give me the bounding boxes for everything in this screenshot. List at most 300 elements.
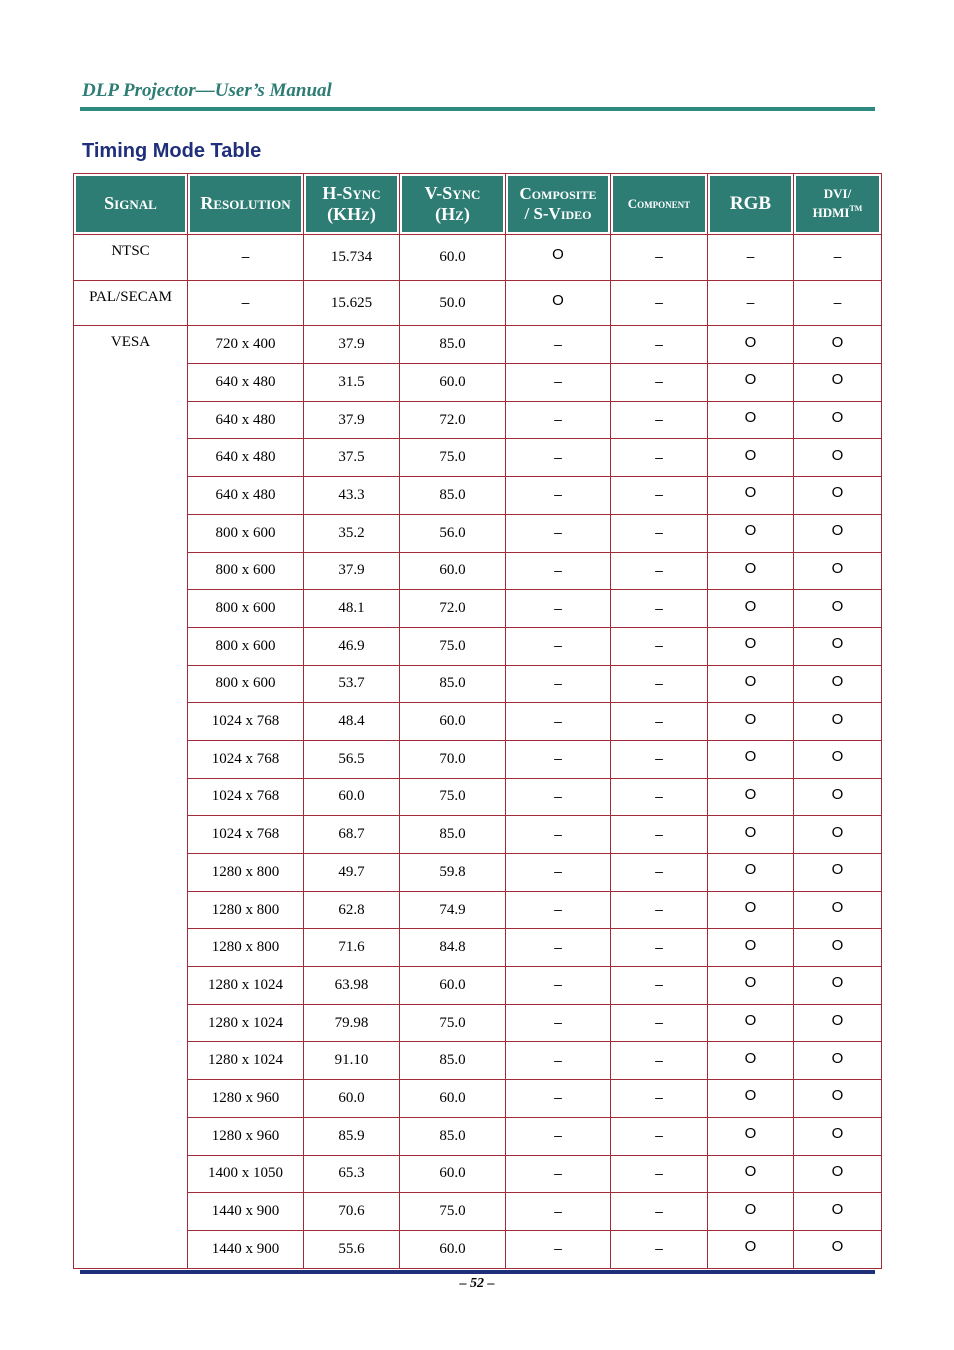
cell-value: 37.5 (338, 449, 365, 466)
cell-value: O (744, 1049, 757, 1067)
cell-value: 85.0 (439, 1052, 466, 1069)
cell-value: 640 x 480 (215, 486, 276, 503)
cell-value: – (655, 825, 663, 842)
cell-composite (506, 778, 611, 816)
cell-rgb (708, 967, 794, 1005)
cell-rgb (708, 514, 794, 552)
cell-value: O (831, 748, 844, 766)
cell-rgb (708, 477, 794, 515)
cell-composite (506, 1042, 611, 1080)
cell-component (611, 1080, 708, 1118)
cell-dvi-hdmi (794, 514, 882, 552)
cell-hsync (304, 1117, 400, 1155)
cell-resolution (188, 235, 304, 281)
column-header-composite: Composite / S-Video (506, 174, 611, 235)
cell-resolution (188, 1117, 304, 1155)
cell-value: 48.1 (338, 600, 365, 617)
cell-rgb (708, 235, 794, 281)
column-header-rgb: RGB (708, 174, 794, 235)
cell-component (611, 552, 708, 590)
cell-resolution (188, 1230, 304, 1268)
cell-dvi-hdmi (794, 1230, 882, 1268)
cell-value: O (831, 1012, 844, 1030)
cell-vsync (400, 967, 506, 1005)
cell-value: 75.0 (439, 1203, 466, 1220)
table-row (74, 967, 882, 1005)
cell-hsync (304, 891, 400, 929)
cell-value: – (554, 486, 562, 503)
cell-hsync (304, 816, 400, 854)
cell-component (611, 703, 708, 741)
table-row (74, 665, 882, 703)
cell-resolution (188, 439, 304, 477)
cell-value: – (554, 1164, 562, 1181)
cell-component (611, 740, 708, 778)
cell-resolution (188, 665, 304, 703)
table-row (74, 627, 882, 665)
cell-composite (506, 1117, 611, 1155)
cell-value: 55.6 (338, 1240, 365, 1257)
cell-vsync (400, 1117, 506, 1155)
cell-hsync (304, 778, 400, 816)
cell-value: 60.0 (338, 788, 365, 805)
cell-value: – (554, 750, 562, 767)
cell-rgb (708, 1193, 794, 1231)
column-header-resolution: Resolution (188, 174, 304, 235)
cell-dvi-hdmi (794, 627, 882, 665)
cell-value: – (554, 863, 562, 880)
cell-component (611, 891, 708, 929)
cell-value: – (554, 901, 562, 918)
cell-component (611, 590, 708, 628)
table-row (74, 552, 882, 590)
table-row (74, 1230, 882, 1268)
cell-rgb (708, 364, 794, 402)
table-row (74, 280, 882, 326)
cell-dvi-hdmi (794, 280, 882, 326)
cell-composite (506, 364, 611, 402)
section-title: Timing Mode Table (82, 140, 262, 162)
cell-value: 75.0 (439, 449, 466, 466)
table-row (74, 854, 882, 892)
cell-value: 800 x 600 (215, 562, 276, 579)
cell-hsync (304, 477, 400, 515)
timing-mode-table (73, 173, 882, 1269)
cell-value: O (831, 559, 844, 577)
cell-value: 60.0 (338, 1089, 365, 1106)
cell-rgb (708, 280, 794, 326)
cell-value: – (746, 248, 755, 265)
cell-value: O (831, 1049, 844, 1067)
cell-rgb (708, 1230, 794, 1268)
cell-vsync (400, 235, 506, 281)
cell-resolution (188, 326, 304, 364)
cell-vsync (400, 1193, 506, 1231)
cell-value: – (655, 787, 663, 804)
cell-hsync (304, 514, 400, 552)
cell-rgb (708, 816, 794, 854)
cell-value: – (554, 524, 562, 541)
cell-composite (506, 477, 611, 515)
cell-composite (506, 1004, 611, 1042)
cell-resolution (188, 280, 304, 326)
cell-value: 60.0 (439, 1240, 466, 1257)
cell-dvi-hdmi (794, 1004, 882, 1042)
cell-dvi-hdmi (794, 703, 882, 741)
cell-value: 720 x 400 (215, 336, 276, 353)
cell-resolution (188, 514, 304, 552)
cell-composite (506, 703, 611, 741)
cell-hsync (304, 967, 400, 1005)
table-row (74, 590, 882, 628)
cell-value: 37.9 (338, 336, 365, 353)
cell-value: O (744, 333, 757, 351)
cell-component (611, 929, 708, 967)
cell-resolution (188, 1042, 304, 1080)
column-header-vsync: V-Sync (Hz) (400, 174, 506, 235)
cell-rgb (708, 703, 794, 741)
cell-dvi-hdmi (794, 326, 882, 364)
cell-vsync (400, 816, 506, 854)
cell-value: 75.0 (439, 637, 466, 654)
cell-value: 1440 x 900 (211, 1203, 280, 1220)
cell-vsync (400, 590, 506, 628)
cell-dvi-hdmi (794, 665, 882, 703)
cell-dvi-hdmi (794, 891, 882, 929)
cell-value: 15.734 (330, 248, 373, 265)
cell-value: O (831, 1200, 844, 1218)
cell-dvi-hdmi (794, 477, 882, 515)
cell-value: O (831, 1125, 844, 1143)
cell-value: 84.8 (439, 939, 466, 956)
cell-composite (506, 401, 611, 439)
cell-value: O (831, 936, 844, 954)
cell-vsync (400, 514, 506, 552)
cell-vsync (400, 703, 506, 741)
cell-value: 70.0 (439, 750, 466, 767)
cell-rgb (708, 627, 794, 665)
cell-value: 800 x 600 (215, 675, 276, 692)
cell-composite (506, 854, 611, 892)
cell-vsync (400, 477, 506, 515)
cell-value: O (744, 672, 757, 690)
cell-dvi-hdmi (794, 778, 882, 816)
cell-value: – (554, 825, 562, 842)
cell-resolution (188, 590, 304, 628)
cell-resolution (188, 627, 304, 665)
cell-hsync (304, 1193, 400, 1231)
cell-resolution (188, 1155, 304, 1193)
cell-value: – (655, 599, 663, 616)
cell-hsync (304, 665, 400, 703)
cell-value: 60.0 (439, 562, 466, 579)
table-row (74, 1080, 882, 1118)
cell-value: 50.0 (439, 294, 466, 311)
cell-component (611, 665, 708, 703)
cell-value: 85.0 (439, 675, 466, 692)
cell-dvi-hdmi (794, 854, 882, 892)
cell-value: O (744, 559, 757, 577)
cell-hsync (304, 439, 400, 477)
cell-rgb (708, 401, 794, 439)
cell-composite (506, 665, 611, 703)
cell-value: – (554, 448, 562, 465)
cell-value: – (554, 712, 562, 729)
cell-rgb (708, 1117, 794, 1155)
cell-vsync (400, 665, 506, 703)
cell-component (611, 1004, 708, 1042)
cell-value: 1280 x 960 (211, 1089, 280, 1106)
cell-value: 79.98 (334, 1014, 369, 1031)
cell-value: O (831, 1238, 844, 1256)
cell-rgb (708, 891, 794, 929)
table-row (74, 778, 882, 816)
cell-vsync (400, 1155, 506, 1193)
cell-value: – (554, 1240, 562, 1257)
cell-vsync (400, 740, 506, 778)
cell-resolution (188, 1080, 304, 1118)
cell-hsync (304, 854, 400, 892)
cell-rgb (708, 1155, 794, 1193)
cell-value: O (831, 371, 844, 389)
cell-value: 800 x 600 (215, 524, 276, 541)
cell-value: – (241, 294, 250, 311)
cell-vsync (400, 439, 506, 477)
cell-rgb (708, 740, 794, 778)
cell-value: – (655, 938, 663, 955)
cell-value: 37.9 (338, 411, 365, 428)
cell-value: – (655, 524, 663, 541)
cell-composite (506, 514, 611, 552)
cell-value: 60.0 (439, 373, 466, 390)
cell-dvi-hdmi (794, 235, 882, 281)
cell-hsync (304, 1042, 400, 1080)
cell-value: 1024 x 768 (211, 788, 280, 805)
cell-value: O (744, 484, 757, 502)
cell-component (611, 280, 708, 326)
cell-signal: VESA (74, 326, 188, 1268)
cell-value: 15.625 (330, 294, 373, 311)
cell-value: 1400 x 1050 (208, 1165, 283, 1182)
cell-composite (506, 439, 611, 477)
cell-value: 85.0 (439, 336, 466, 353)
cell-value: O (744, 522, 757, 540)
cell-value: – (554, 637, 562, 654)
cell-dvi-hdmi (794, 590, 882, 628)
cell-value: O (744, 1200, 757, 1218)
cell-component (611, 477, 708, 515)
cell-value: – (655, 863, 663, 880)
cell-rgb (708, 1080, 794, 1118)
cell-value: – (554, 1127, 562, 1144)
cell-value: 75.0 (439, 1014, 466, 1031)
cell-hsync (304, 401, 400, 439)
cell-value: 1280 x 1024 (208, 1014, 283, 1031)
cell-composite (506, 740, 611, 778)
cell-signal: PAL/SECAM (74, 280, 188, 326)
cell-value: O (831, 785, 844, 803)
cell-resolution (188, 703, 304, 741)
cell-hsync (304, 740, 400, 778)
cell-value: O (831, 597, 844, 615)
cell-composite (506, 1155, 611, 1193)
cell-hsync (304, 235, 400, 281)
cell-value: O (744, 785, 757, 803)
table-row (74, 326, 882, 364)
cell-value: – (554, 411, 562, 428)
cell-value: O (831, 672, 844, 690)
cell-value: 60.0 (439, 1089, 466, 1106)
cell-value: – (655, 411, 663, 428)
cell-value: – (655, 750, 663, 767)
cell-value: O (831, 635, 844, 653)
cell-value: – (554, 1202, 562, 1219)
cell-component (611, 364, 708, 402)
cell-value: O (831, 409, 844, 427)
cell-value: 1280 x 960 (211, 1127, 280, 1144)
cell-value: 85.9 (338, 1127, 365, 1144)
cell-rgb (708, 665, 794, 703)
cell-value: 1024 x 768 (211, 750, 280, 767)
table-body (74, 235, 882, 1269)
cell-dvi-hdmi (794, 552, 882, 590)
cell-value: – (833, 248, 842, 265)
cell-value: O (744, 1238, 757, 1256)
cell-composite (506, 590, 611, 628)
cell-hsync (304, 590, 400, 628)
column-header-hsync: H-Sync (KHz) (304, 174, 400, 235)
footer-divider (80, 1270, 875, 1274)
cell-value: 43.3 (338, 486, 365, 503)
column-header-component: Component (611, 174, 708, 235)
table-row (74, 891, 882, 929)
cell-composite (506, 967, 611, 1005)
cell-hsync (304, 1230, 400, 1268)
cell-dvi-hdmi (794, 1193, 882, 1231)
cell-composite (506, 891, 611, 929)
cell-value: 74.9 (439, 901, 466, 918)
cell-value: 35.2 (338, 524, 365, 541)
table-row (74, 1193, 882, 1231)
cell-rgb (708, 552, 794, 590)
cell-value: 1440 x 900 (211, 1240, 280, 1257)
cell-component (611, 854, 708, 892)
cell-component (611, 627, 708, 665)
cell-hsync (304, 627, 400, 665)
cell-value: O (744, 1012, 757, 1030)
cell-value: O (744, 748, 757, 766)
cell-value: 1280 x 1024 (208, 1052, 283, 1069)
cell-value: – (655, 561, 663, 578)
cell-value: – (833, 294, 842, 311)
cell-value: – (554, 1089, 562, 1106)
cell-value: – (554, 561, 562, 578)
cell-value: 71.6 (338, 939, 365, 956)
cell-value: O (831, 522, 844, 540)
cell-value: O (744, 409, 757, 427)
table-row (74, 477, 882, 515)
cell-value: O (831, 823, 844, 841)
cell-component (611, 401, 708, 439)
cell-resolution (188, 1193, 304, 1231)
table-row (74, 740, 882, 778)
cell-rgb (708, 929, 794, 967)
cell-value: 59.8 (439, 863, 466, 880)
cell-rgb (708, 326, 794, 364)
cell-value: O (744, 936, 757, 954)
cell-value: O (744, 1125, 757, 1143)
cell-value: 1024 x 768 (211, 826, 280, 843)
cell-value: 800 x 600 (215, 600, 276, 617)
cell-component (611, 1193, 708, 1231)
cell-value: – (655, 637, 663, 654)
cell-component (611, 1042, 708, 1080)
cell-value: – (655, 901, 663, 918)
cell-value: 70.6 (338, 1203, 365, 1220)
cell-hsync (304, 552, 400, 590)
cell-value: – (655, 248, 663, 265)
table-row (74, 439, 882, 477)
cell-value: 1280 x 800 (211, 863, 280, 880)
cell-value: – (554, 373, 562, 390)
cell-composite (506, 816, 611, 854)
cell-hsync (304, 1004, 400, 1042)
cell-component (611, 816, 708, 854)
cell-component (611, 514, 708, 552)
cell-value: 48.4 (338, 713, 365, 730)
cell-value: 75.0 (439, 788, 466, 805)
cell-dvi-hdmi (794, 816, 882, 854)
cell-value: O (744, 899, 757, 917)
cell-dvi-hdmi (794, 1155, 882, 1193)
cell-hsync (304, 929, 400, 967)
cell-value: 63.98 (334, 976, 369, 993)
cell-value: O (831, 861, 844, 879)
table-row (74, 929, 882, 967)
cell-resolution (188, 929, 304, 967)
cell-value: – (655, 1089, 663, 1106)
cell-value: – (655, 1164, 663, 1181)
cell-value: – (554, 1014, 562, 1031)
cell-value: 640 x 480 (215, 411, 276, 428)
cell-dvi-hdmi (794, 401, 882, 439)
cell-composite (506, 235, 611, 281)
cell-value: O (744, 823, 757, 841)
cell-value: 49.7 (338, 863, 365, 880)
cell-value: 640 x 480 (215, 373, 276, 390)
cell-vsync (400, 627, 506, 665)
cell-value: 1280 x 800 (211, 901, 280, 918)
cell-value: – (554, 599, 562, 616)
column-header-signal: Signal (74, 174, 188, 235)
cell-hsync (304, 1155, 400, 1193)
cell-value: O (744, 635, 757, 653)
cell-resolution (188, 891, 304, 929)
cell-value: 46.9 (338, 637, 365, 654)
cell-hsync (304, 703, 400, 741)
cell-vsync (400, 891, 506, 929)
cell-value: O (831, 710, 844, 728)
cell-value: 56.5 (338, 750, 365, 767)
cell-rgb (708, 590, 794, 628)
cell-component (611, 1117, 708, 1155)
table-row (74, 1155, 882, 1193)
cell-value: – (554, 335, 562, 352)
cell-dvi-hdmi (794, 1080, 882, 1118)
cell-value: O (744, 1162, 757, 1180)
cell-value: 1280 x 800 (211, 939, 280, 956)
cell-value: – (554, 938, 562, 955)
